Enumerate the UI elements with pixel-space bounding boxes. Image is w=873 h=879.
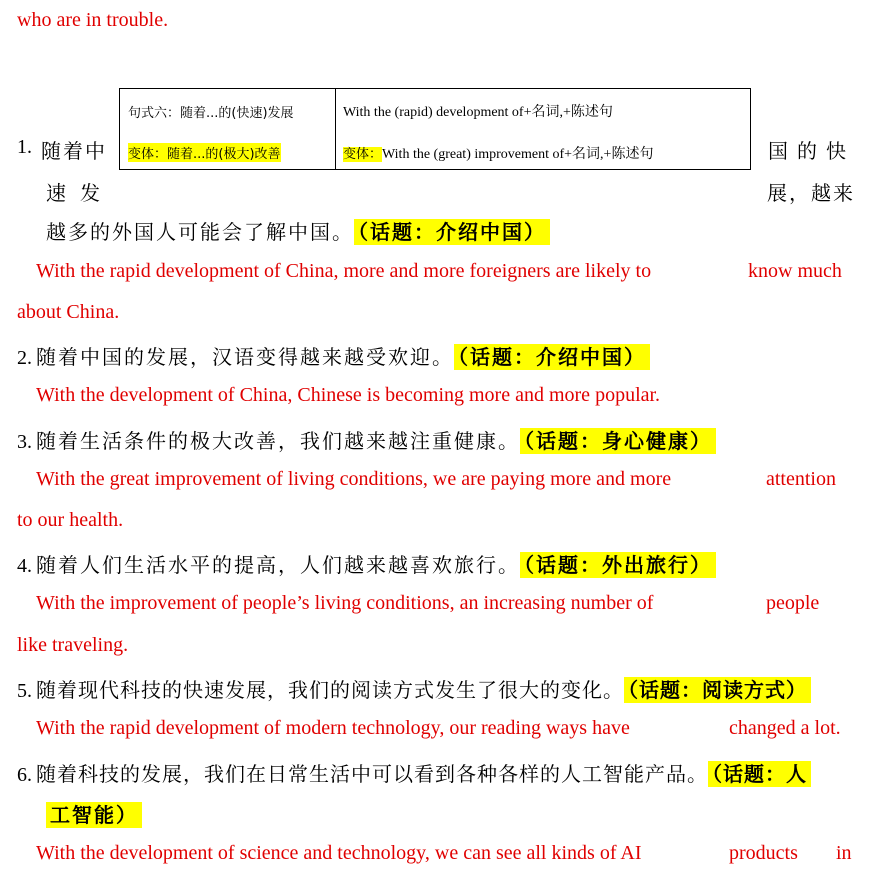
item-number: 4. <box>17 555 32 577</box>
item-number: 3. <box>17 431 32 453</box>
item-cn-line <box>46 799 142 828</box>
item-cn: 随着中国的发展，汉语变得越来越受欢迎。 <box>36 347 454 369</box>
item-number: 2. <box>17 347 32 369</box>
variant-en-text: With the (great) improvement of+名词,+陈述句 <box>382 147 654 162</box>
item-en: With the development of science and technology, we can see all kinds of AI <box>36 842 642 864</box>
item-en: people <box>766 592 820 614</box>
item-en: in <box>836 842 852 864</box>
item-en: With the rapid development of modern technology, our reading ways have <box>36 717 630 739</box>
item-cn: 随着人们生活水平的提高，人们越来越喜欢旅行。 <box>36 555 520 577</box>
item-en: With the development of China, Chinese is becoming more and more popular. <box>36 384 661 406</box>
topic-badge: （话题：介绍中国） <box>354 219 550 245</box>
item-cn-line <box>17 425 716 454</box>
item-cn: 越多的外国人可能会了解中国。 <box>46 222 354 244</box>
item-en: know much <box>748 260 842 282</box>
item-en: to our health. <box>17 509 124 531</box>
item-en: about China. <box>17 301 120 323</box>
pattern-cn: 句式六：随着...的(快速)发展 <box>128 106 294 121</box>
item-cn-fragment: 速发 <box>46 183 114 205</box>
variant-en-label: 变体： <box>343 147 383 162</box>
item-cn-line <box>17 758 811 787</box>
variant-cn: 变体：随着...的(极大)改善 <box>128 143 281 162</box>
item-cn-fragment: 随着中 <box>41 141 107 163</box>
item-number: 6. <box>17 764 32 786</box>
item-cn-line <box>46 216 550 245</box>
topic-badge: （话题：介绍中国） <box>454 344 650 370</box>
continued-sentence: who are in trouble. <box>17 9 169 31</box>
topic-badge: （话题：人 <box>708 761 811 787</box>
item-number: 5. <box>17 680 32 702</box>
item-en: changed a lot. <box>729 717 841 739</box>
item-en: With the great improvement of living conditions, we are paying more and more <box>36 468 672 490</box>
variant-en <box>343 143 653 163</box>
item-cn: 随着现代科技的快速发展，我们的阅读方式发生了很大的变化。 <box>36 680 624 702</box>
item-en: With the rapid development of China, more and more foreigners are likely to <box>36 260 652 282</box>
topic-badge: （话题：阅读方式） <box>624 677 811 703</box>
item-cn-fragment: 国的快 <box>768 141 855 163</box>
item-number: 1. <box>17 136 32 158</box>
item-cn-fragment: 展，越来 <box>767 183 855 205</box>
item-cn-line <box>17 674 811 703</box>
item-cn-line <box>17 341 650 370</box>
item-cn: 随着科技的发展，我们在日常生活中可以看到各种各样的人工智能产品。 <box>36 764 708 786</box>
table-divider <box>335 89 336 169</box>
item-en: products <box>729 842 798 864</box>
topic-badge: 工智能） <box>46 802 142 828</box>
item-cn: 随着生活条件的极大改善，我们越来越注重健康。 <box>36 431 520 453</box>
topic-badge: （话题：外出旅行） <box>520 552 716 578</box>
item-en: like traveling. <box>17 634 129 656</box>
topic-badge: （话题：身心健康） <box>520 428 716 454</box>
pattern-en: With the (rapid) development of+名词,+陈述句 <box>343 105 613 120</box>
item-en: attention <box>766 468 836 490</box>
sentence-pattern-table <box>119 88 751 170</box>
item-en: With the improvement of people’s living conditions, an increasing number of <box>36 592 654 614</box>
item-cn-line <box>17 549 716 578</box>
